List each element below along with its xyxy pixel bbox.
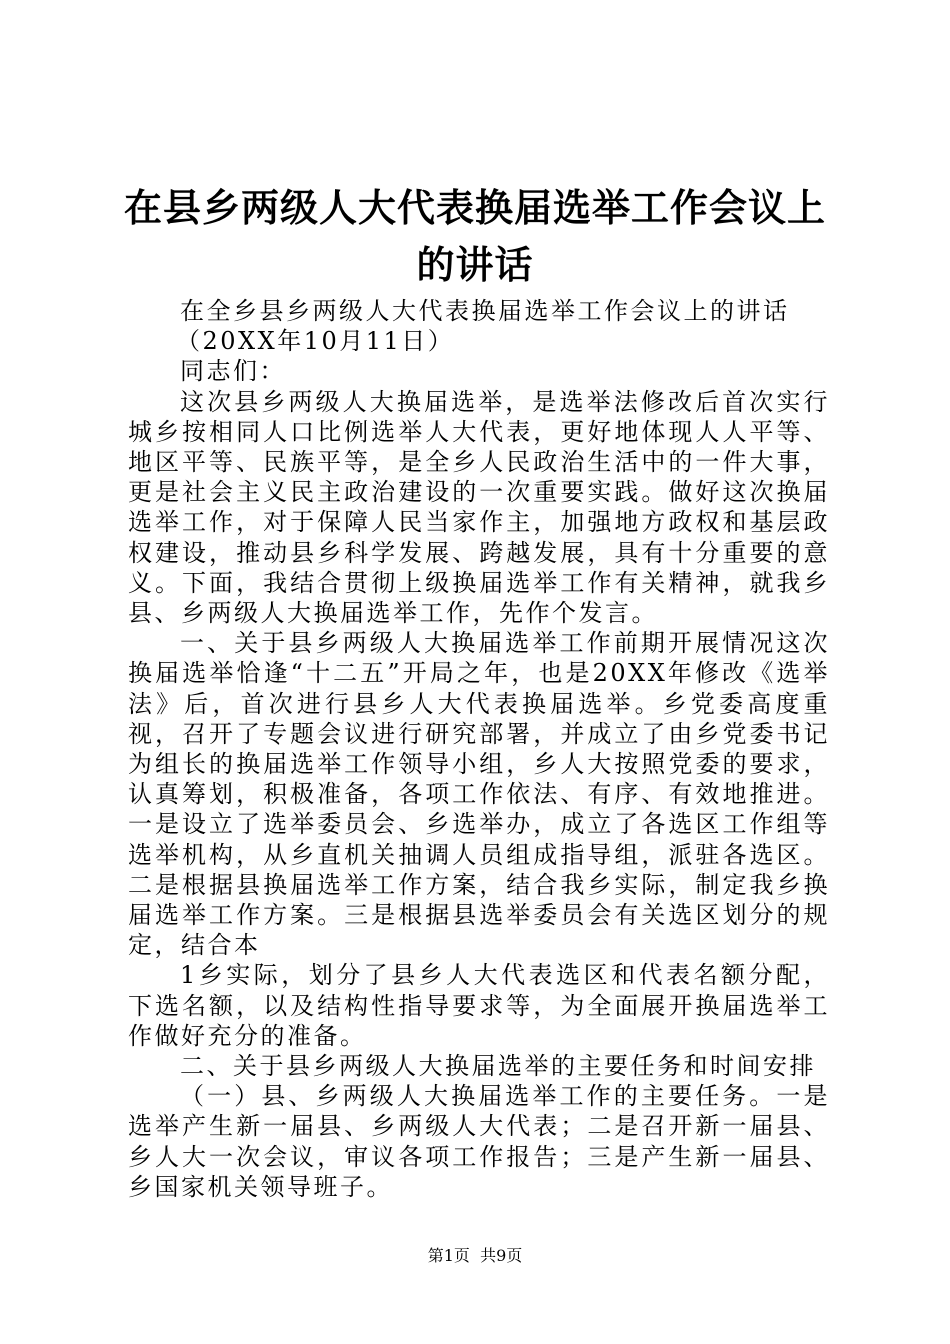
- document-title: 在县乡两级人大代表换届选举工作会议上的讲话: [123, 186, 826, 287]
- page-footer: [0, 1246, 950, 1266]
- document-body: [128, 296, 830, 1202]
- section-heading: 二、关于县乡两级人大换届选举的主要任务和时间安排: [180, 1052, 816, 1081]
- body-paragraph: 1乡实际，划分了县乡人大代表选区和代表名额分配，下选名额，以及结构性指导要求等，为全面展开换届选举工作做好充分的准备。: [128, 961, 830, 1050]
- body-paragraph: 这次县乡两级人大换届选举，是选举法修改后首次实行城乡按相同人口比例选举人大代表，更好地体现人人平等、地区平等、民族平等，是全乡人民政治生活中的一件大事，更是社会主义民主政治建设的一次重要实践。做好这次换届选举工作，对于保障人民当家作主，加强地方政权和基层政权建设，推动县乡科学发展、跨越发展，具有十分重要的意义。下面，我结合贯彻上级换届选举工作有关精神，就我乡县、乡两级人大换届选举工作，先作个发言。: [128, 387, 830, 628]
- salutation-paragraph: 同志们：: [180, 357, 286, 386]
- page-total: 共9页: [480, 1246, 523, 1265]
- date-paragraph: （20XX年10月11日）: [176, 327, 455, 356]
- body-paragraph: （一）县、乡两级人大换届选举工作的主要任务。一是选举产生新一届县、乡两级人大代表；二是召开新一届县、乡人大一次会议，审议各项工作报告；三是产生新一届县、乡国家机关领导班子。: [128, 1082, 830, 1201]
- page-number: 第1页: [427, 1246, 470, 1265]
- subtitle-paragraph: 在全乡县乡两级人大代表换届选举工作会议上的讲话: [180, 297, 790, 325]
- body-paragraph: 一、关于县乡两级人大换届选举工作前期开展情况这次换届选举恰逢“十二五”开局之年，也是20XX年修改《选举法》后，首次进行县乡人大代表换届选举。乡党委高度重视，召开了专题会议进行研究部署，并成立了由乡党委书记为组长的换届选举工作领导小组，乡人大按照党委的要求，认真筹划，积极准备，各项工作依法、有序、有效地推进。一是设立了选举委员会、乡选举办，成立了各选区工作组等选举机构，从乡直机关抽调人员组成指导组，派驻各选区。二是根据县换届选举工作方案，结合我乡实际，制定我乡换届选举工作方案。三是根据县选举委员会有关选区划分的规定，结合本: [128, 629, 830, 960]
